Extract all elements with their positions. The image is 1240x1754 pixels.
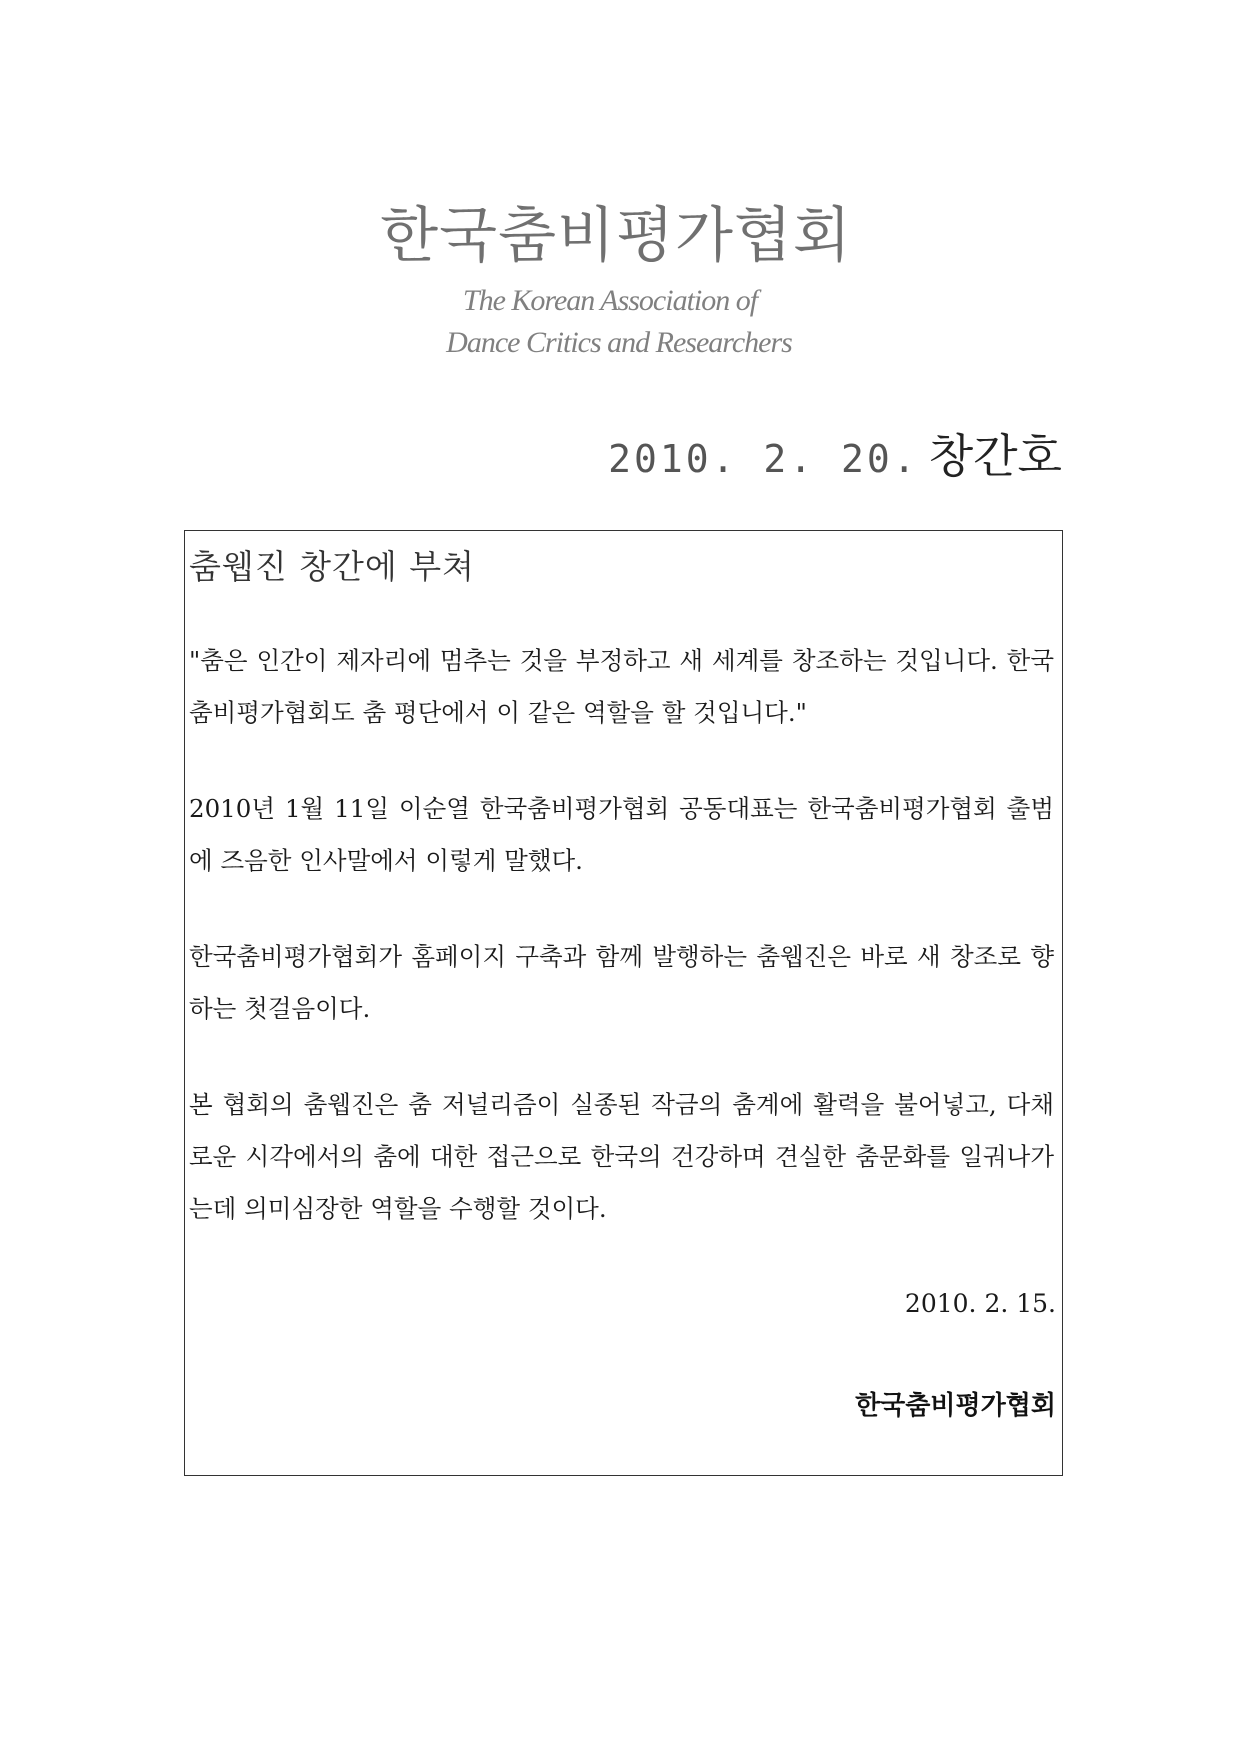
organization-english-name-line2: Dance Critics and Researchers <box>446 326 792 359</box>
article-paragraph: 한국춤비평가협회가 홈페이지 구축과 함께 발행하는 춤웹진은 바로 새 창조로 향하는 첫걸음이다. <box>189 942 1054 1023</box>
article-paragraph: 2010년 1월 11일 이순열 한국춤비평가협회 공동대표는 한국춤비평가협회 출범에 즈음한 인사말에서 이렇게 말했다. <box>189 794 1054 875</box>
article-box <box>184 530 1063 1476</box>
masthead <box>0 198 1240 364</box>
issue-info <box>608 420 1062 486</box>
signature-date: 2010. 2. 15. <box>904 1289 1056 1318</box>
organization-english-name-line1: The Korean Association of <box>462 284 758 317</box>
organization-title: 한국춤비평가협회 <box>380 201 852 271</box>
issue-date: 2010. 2. 20. <box>608 437 919 481</box>
article-paragraph: 본 협회의 춤웹진은 춤 저널리즘이 실종된 작금의 춤계에 활력을 불어넣고, 다채로운 시각에서의 춤에 대한 접근으로 한국의 건강하며 견실한 춤문화를 일궈나가는데 의미심장한 역할을 수행할 것이다. <box>189 1090 1054 1223</box>
article-paragraph: "춤은 인간이 제자리에 멈추는 것을 부정하고 새 세계를 창조하는 것입니다. 한국춤비평가협회도 춤 평단에서 이 같은 역할을 할 것입니다." <box>189 646 1054 727</box>
issue-label: 창간호 <box>928 429 1062 483</box>
article-heading: 춤웹진 창간에 부쳐 <box>189 547 476 586</box>
signature-organization: 한국춤비평가협회 <box>855 1391 1056 1421</box>
